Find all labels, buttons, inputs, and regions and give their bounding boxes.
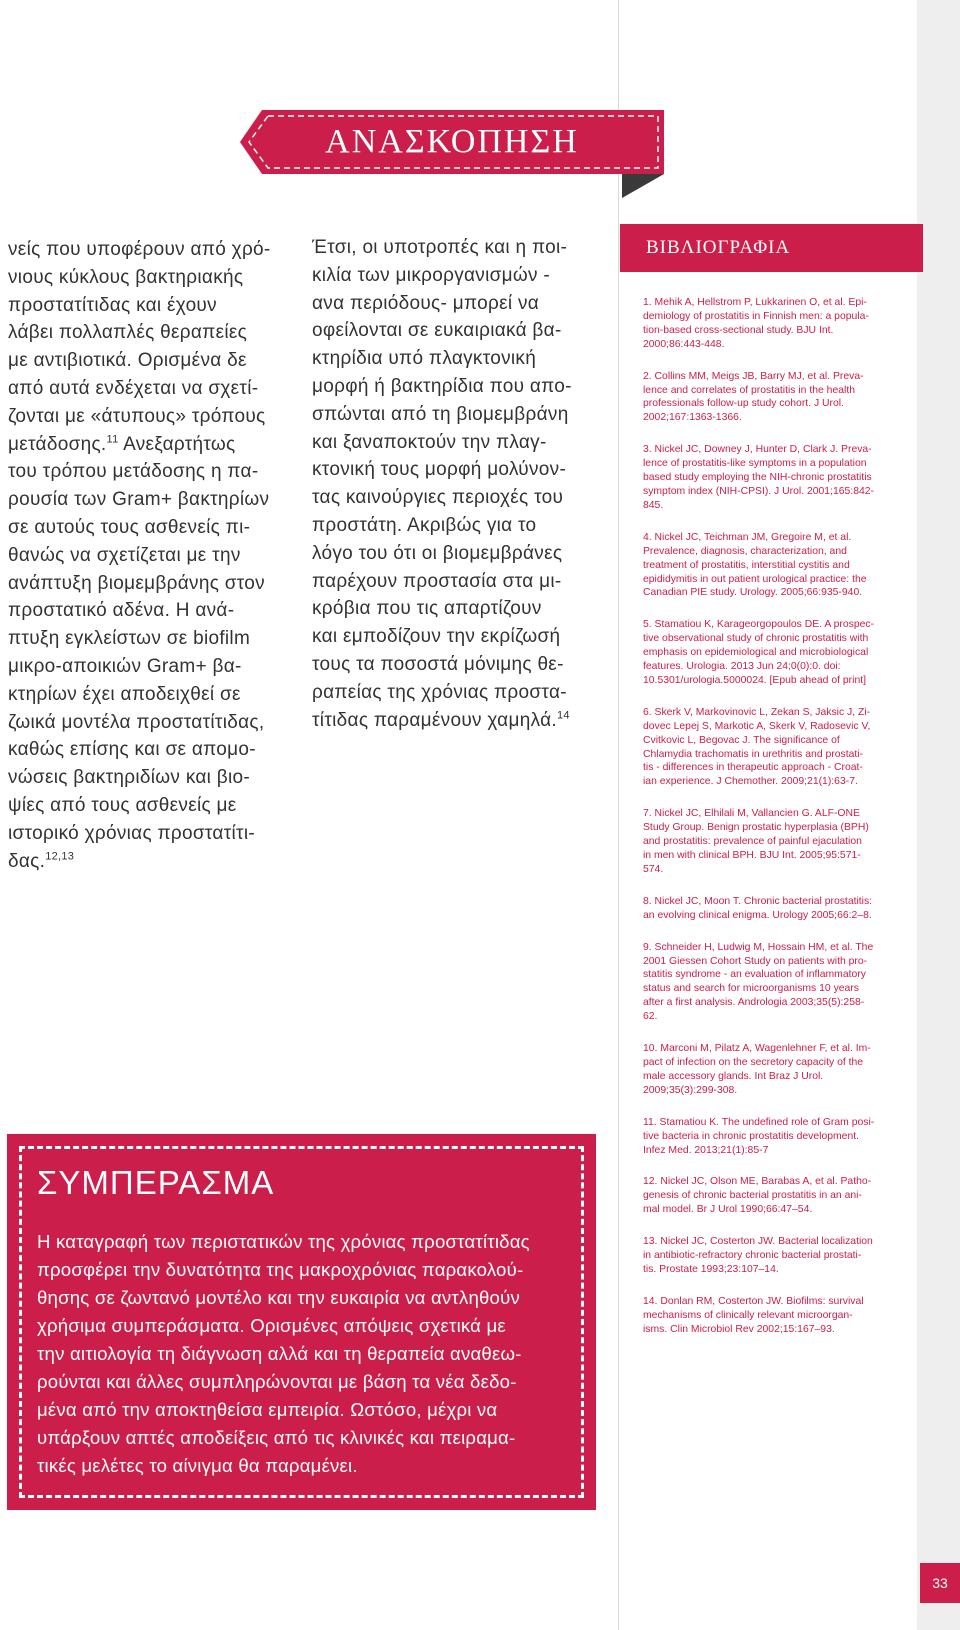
reference-item: 12. Nickel JC, Olson ME, Barabas A, et al. Patho- genesis of chronic bacterial prostatitis in an ani- mal model. Br J Urol 1990;66:47–54. [643, 1176, 872, 1216]
reference-item: 13. Nickel JC, Costerton JW. Bacterial localization in antibiotic-refractory chronic bacterial prostati- tis. Prostate 1993;23:107–14. [643, 1236, 873, 1275]
column-divider [618, 0, 619, 1630]
section-title: ΑΝΑΣΚΟΠΗΣΗ [325, 123, 579, 160]
references-list [643, 296, 905, 1355]
banner-fold-shadow [622, 174, 664, 198]
page-number: 33 [920, 1563, 960, 1603]
conclusion-text: Η καταγραφή των περιστατικών της χρόνιας προστατίτιδας προσφέρει την δυνατότητα της μακροχρόνιας παρακολού- θησης σε ζωντανό μοντέλο και την ευκαιρία να αντληθούν χρήσιμα συμπεράσματα. Ορισμένες απόψεις σχετικά με την αιτιολογία τη διάγνωση αλλά και τη θεραπεία αναθεω- ρούνται και άλλες συμπληρώνονται με βάση τα νέα δεδο- μένα από την αποκτηθείσα εμπειρία. Ωστόσο, μέχρι να υπάρξουν απτές αποδείξεις από τις κλινικές και πειραμα- τικές μελέτες το αίνιγμα θα παραμένει. [37, 1231, 530, 1476]
citation-superscript: 12,13 [45, 850, 75, 863]
conclusion-box [7, 1134, 596, 1510]
references-header: ΒΙΒΛΙΟΓΡΑΦΙΑ [620, 224, 923, 272]
citation-superscript: 11 [106, 433, 119, 446]
body-column-1 [8, 236, 298, 875]
reference-item: 4. Nickel JC, Teichman JM, Gregoire M, et al. Prevalence, diagnosis, characterization, and treatment of prostatitis, interstitial cystitis and epididymitis in out patient urological practice: the Canadian PIE study. Urology. 2005;66:935-940. [643, 531, 867, 599]
reference-item: 2. Collins MM, Meigs JB, Barry MJ, et al. Preva- lence and correlates of prostatitis in the health professionals follow-up study cohort. J Urol. 2002;167:1363-1366. [643, 370, 864, 424]
reference-item: 10. Marconi M, Pilatz A, Wagenlehner F, et al. Im- pact of infection on the secretory capacity of the male accessory glands. Int Braz J Urol. 2009;35(3):299-308. [643, 1043, 871, 1096]
column-2-text: Έτσι, οι υποτροπές και η ποι- κιλία των μικροργανισμών - ανα περιόδους- μπορεί να οφείλονται σε ευκαιριακά βα- κτηρίδια υπό πλαγκτονική μορφή ή βακτηρίδια που απο- σπώνται από τη βιομεμβράνη και ξαναποκτούν την πλαγ- κτονική τους μορφή μολύνον- τας καινούργιες περιοχές του προστάτη. Ακριβώς για το λόγο του ότι οι βιομεμβράνες παρέχουν προστασία στα μι- κρόβια που τις απαρτίζουν και εμποδίζουν την εκρίζωσή τους τα ποσοστά μόνιμης θε- ραπείας της χρόνιας προστα- τίτιδας παραμένουν χαμηλά. [312, 237, 572, 731]
reference-item: 7. Nickel JC, Elhilali M, Vallancien G. ALF-ONE Study Group. Benign prostatic hyperplasia (BPH) and prostatitis: prevalence of painful ejaculation in men with clinical BPH. BJU Int. 2005;95:571- 574. [643, 808, 869, 875]
column-2-paragraph [312, 234, 602, 734]
body-column-2 [312, 234, 602, 734]
citation-superscript: 14 [556, 709, 570, 722]
reference-item: 3. Nickel JC, Downey J, Hunter D, Clark J. Preva- lence of prostatitis-like symptoms in a population based study employing the NIH-chronic prostatitis symptom index (NIH-CPSI). J Urol. 2001;165:842- 845. [643, 444, 874, 511]
column-1-text-part-2: Ανεξαρτήτως του τρόπου μετάδοσης η πα- ρουσία των Gram+ βακτηρίων σε αυτούς τους ασθενείς πι- θανώς να σχετίζεται με την ανάπτυξη βιομεμβράνης στον προστατικό αδένα. Η ανά- πτυξη εγκλείστων σε biofilm μικρο-αποικιών Gram+ βα- κτηρίων έχει αποδειχθεί σε ζωικά μοντέλα προστατίτιδας, καθώς επίσης και σε απομο- νώσεις βακτηριδίων και βιο- ψίες από τους ασθενείς με ιστορικό χρόνιας προστατίτι- δας. [8, 433, 270, 872]
reference-item: 5. Stamatiou K, Karageorgopoulos DE. A prospec- tive observational study of chronic prostatitis with emphasis on epidemiological and microbiological features. Urologia. 2013 Jun 24;0(0):0. doi: 10.5301/urologia.5000024. [Epub ahead of print] [643, 619, 875, 686]
reference-item: 11. Stamatiou K. The undefined role of Gram posi- tive bacteria in chronic prostatitis development. Infez Med. 2013;21(1):85-7 [643, 1116, 875, 1156]
reference-item: 8. Nickel JC, Moon T. Chronic bacterial prostatitis: an evolving clinical enigma. Urology 2005;66:2–8. [643, 895, 873, 921]
reference-item: 1. Mehik A, Hellstrom P, Lukkarinen O, et al. Epi- demiology of prostatitis in Finnish men: a popula- tion-based cross-sectional study. BJU Int. 2000;86:443-448. [643, 297, 869, 350]
reference-item: 14. Donlan RM, Costerton JW. Biofilms: survival mechanisms of clinically relevant microorgan- isms. Clin Microbiol Rev 2002;15:167–93. [643, 1295, 864, 1335]
column-1-paragraph [8, 236, 298, 875]
section-banner [240, 110, 664, 174]
column-1-text-part-1: νείς που υποφέρουν από χρό- νιους κύκλους βακτηριακής προστατίτιδας και έχουν λάβει πολλαπλές θεραπείες με αντιβιοτικά. Ορισμένα δε από αυτά ενδέχεται να σχετί- ζονται με «άτυπους» τρόπους μετάδοσης. [8, 239, 271, 455]
reference-item: 9. Schneider H, Ludwig M, Hossain HM, et al. The 2001 Giessen Cohort Study on patients with pro- statitis syndrome - an evaluation of inflammatory status and search for microorganisms 10 years after a first analysis. Andrologia 2003;35(5):258- 62. [643, 941, 874, 1023]
right-margin-strip [917, 0, 960, 1630]
conclusion-title: ΣΥΜΠΕΡΑΣΜΑ [37, 1164, 275, 1201]
reference-item: 6. Skerk V, Markovinovic L, Zekan S, Jaksic J, Zi- dovec Lepej S, Markotic A, Skerk V, Radosevic V, Cvitkovic L, Begovac J. The significance of Chlamydia trachomatis in urethritis and prostati- tis - differences in therapeutic approach - Croat- ian experience. J Chemother. 2009;21(1):63-7. [643, 706, 871, 788]
